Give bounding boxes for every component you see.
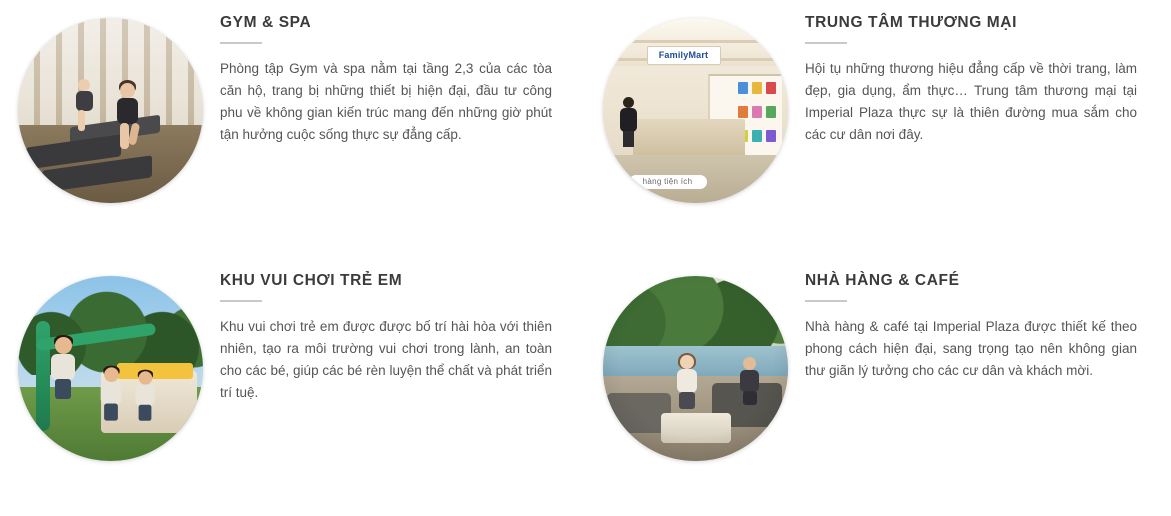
feature-body: Khu vui chơi trẻ em được được bố trí hài hòa với thiên nhiên, tạo ra môi trường vui chơi trong lành, an toàn cho các bé, giúp các bé rèn luyện thể chất và phát triển trí tuệ. xyxy=(220,319,552,400)
feature-title: KHU VUI CHƠI TRẺ EM xyxy=(220,272,403,289)
feature-body: Nhà hàng & café tại Imperial Plaza được thiết kế theo phong cách hiện đại, sang trọng tạo nên không gian thư giãn lý tưởng cho các cư dân và khách mời. xyxy=(805,319,1137,378)
feature-text-trung-tam-thuong-mai xyxy=(805,0,1170,145)
feature-title: GYM & SPA xyxy=(220,14,312,31)
store-sign-label: FamilyMart xyxy=(647,46,721,65)
feature-image-gym-spa xyxy=(18,18,203,203)
title-underline xyxy=(220,300,262,302)
feature-card-nha-hang-cafe xyxy=(585,258,1170,516)
title-underline xyxy=(220,42,262,44)
store-ribbon-label: hàng tiện ích xyxy=(629,175,707,189)
feature-body: Phòng tập Gym và spa nằm tại tầng 2,3 của các tòa căn hộ, trang bị những thiết bị hiện đại, đầu tư công phu về không gian kiến trúc mang đến những giờ phút tận hưởng cuộc sống thực sự đẳng cấp. xyxy=(220,61,552,142)
feature-image-nha-hang-cafe xyxy=(603,276,788,461)
feature-card-khu-vui-choi-tre-em xyxy=(0,258,585,516)
feature-thumb-wrap xyxy=(585,258,805,461)
title-underline xyxy=(805,42,847,44)
feature-title: NHÀ HÀNG & CAFÉ xyxy=(805,272,960,289)
feature-thumb-wrap xyxy=(0,258,220,461)
feature-body: Hội tụ những thương hiệu đẳng cấp về thời trang, làm đẹp, gia dụng, ẩm thực… Trung tâm thương mại tại Imperial Plaza thực sự là thiên đường mua sắm cho các cư dân nơi đây. xyxy=(805,61,1137,142)
title-underline xyxy=(805,300,847,302)
feature-thumb-wrap xyxy=(585,0,805,203)
feature-thumb-wrap xyxy=(0,0,220,203)
feature-title: TRUNG TÂM THƯƠNG MẠI xyxy=(805,14,1018,31)
feature-card-gym-spa xyxy=(0,0,585,258)
feature-image-khu-vui-choi-tre-em xyxy=(18,276,203,461)
feature-text-khu-vui-choi-tre-em xyxy=(220,258,585,403)
feature-card-trung-tam-thuong-mai xyxy=(585,0,1170,258)
feature-image-trung-tam-thuong-mai xyxy=(603,18,788,203)
feature-text-nha-hang-cafe xyxy=(805,258,1170,382)
feature-text-gym-spa xyxy=(220,0,585,145)
